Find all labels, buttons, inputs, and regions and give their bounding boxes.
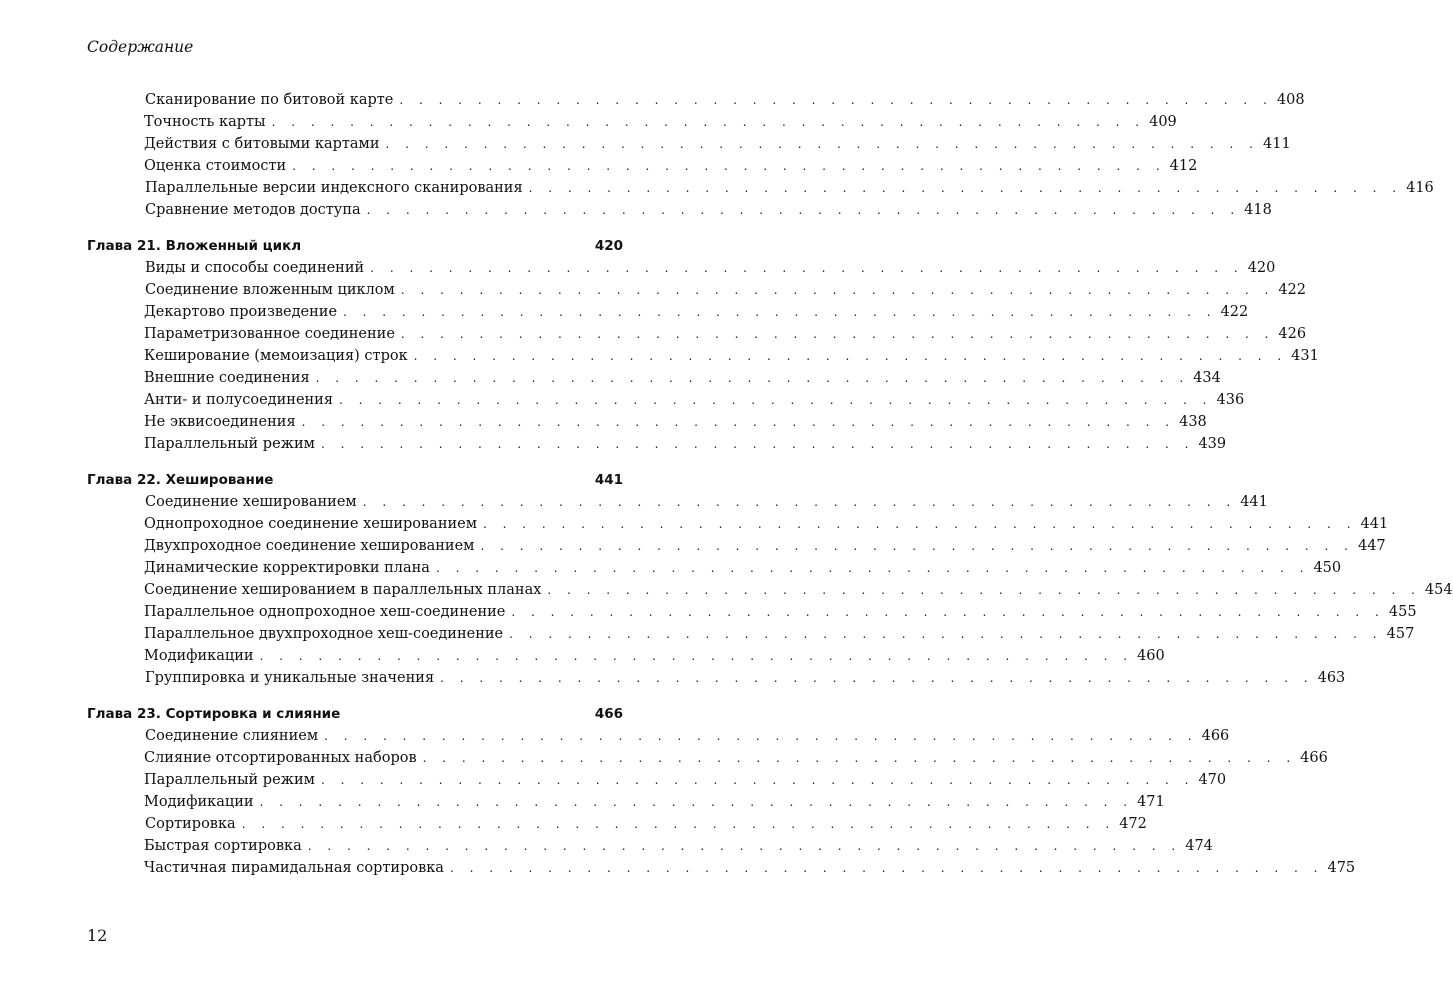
entry-page: 463	[1314, 667, 1346, 689]
toc-entry[interactable]	[87, 513, 1389, 535]
entry-page: 475	[1323, 857, 1355, 879]
toc-entry[interactable]	[87, 535, 1386, 557]
toc-entry[interactable]	[87, 433, 1227, 455]
entry-title: Двухпроходное соединение хешированием	[87, 535, 474, 557]
entry-page: 447	[1354, 535, 1386, 557]
entry-page: 471	[1133, 791, 1165, 813]
dot-leader: . . . . . . . . . . . . . . . . . . . . . . . . . . . . . . . . . . . . . . . . . . . . .	[259, 795, 1134, 809]
toc-entry[interactable]	[87, 367, 1221, 389]
entry-title: Кеширование (мемоизация) строк	[87, 345, 408, 367]
toc-entry[interactable]	[87, 645, 1165, 667]
chapter-page: 466	[594, 706, 623, 722]
entry-title: Параллельное двухпроходное хеш-соединение	[87, 623, 503, 645]
dot-leader: . . . . . . . . . . . . . . . . . . . . . . . . . . . . . . . . . . . . . . . . . . . . .	[483, 517, 1357, 531]
entry-page: 470	[1194, 769, 1226, 791]
entry-page: 450	[1309, 557, 1341, 579]
dot-leader: . . . . . . . . . . . . . . . . . . . . . . . . . . . . . . . . . . . . . . . . . . . . .	[366, 203, 1241, 217]
entry-page: 457	[1383, 623, 1415, 645]
entry-page: 418	[1240, 199, 1272, 221]
entry-page: 420	[1244, 257, 1276, 279]
toc-entry[interactable]	[87, 579, 1453, 601]
dot-leader: . . . . . . . . . . . . . . . . . . . . . . . . . . . . . . . . . . . . . . . . . . . . .	[400, 327, 1275, 341]
dot-leader: . . . . . . . . . . . . . . . . . . . . . . . . . . . . . . . . . . . . . . . . . . . . .	[385, 137, 1259, 151]
entry-title: Динамические корректировки плана	[87, 557, 430, 579]
entry-title: Модификации	[87, 645, 254, 667]
entry-page: 472	[1115, 813, 1147, 835]
entry-title: Параллельное однопроходное хеш-соединение	[87, 601, 505, 623]
entry-title: Слияние отсортированных наборов	[87, 747, 417, 769]
entry-page: 441	[1357, 513, 1389, 535]
dot-leader: . . . . . . . . . . . . . . . . . . . . . . . . . . . . . . . . . . . . . . . . . . . . .	[413, 349, 1288, 363]
entry-title: Соединение хешированием	[87, 491, 357, 513]
entry-title: Модификации	[87, 791, 254, 813]
entry-title: Однопроходное соединение хешированием	[87, 513, 477, 535]
entry-page: 416	[1402, 177, 1434, 199]
dot-leader: . . . . . . . . . . . . . . . . . . . . . . . . . . . . . . . . . . . . . . . . . . . . .	[511, 605, 1385, 619]
toc-entry[interactable]	[87, 791, 1165, 813]
entry-page: 411	[1259, 133, 1291, 155]
toc-entry[interactable]	[87, 623, 1415, 645]
entry-title: Соединение слиянием	[87, 725, 318, 747]
entry-page: 454	[1421, 579, 1453, 601]
dot-leader: . . . . . . . . . . . . . . . . . . . . . . . . . . . . . . . . . . . . . . . . . . . . .	[399, 93, 1273, 107]
toc-entry[interactable]	[87, 199, 1272, 221]
toc-entry[interactable]	[87, 323, 1307, 345]
chapter-page: 420	[594, 238, 623, 254]
dot-leader: . . . . . . . . . . . . . . . . . . . . . . . . . . . . . . . . . . . . . . . . . . . . .	[480, 539, 1354, 553]
entry-page: 431	[1287, 345, 1319, 367]
chapter-heading[interactable]	[87, 469, 623, 491]
dot-leader: . . . . . . . . . . . . . . . . . . . . . . . . . . . . . . . . . . . . . . . . . . . . .	[292, 159, 1166, 173]
dot-leader: . . . . . . . . . . . . . . . . . . . . . . . . . . . . . . . . . . . . . . . . . . . . .	[547, 583, 1421, 597]
toc-entry[interactable]	[87, 857, 1356, 879]
entry-title: Быстрая сортировка	[87, 835, 302, 857]
entry-title: Параллельные версии индексного сканирования	[87, 177, 523, 199]
dot-leader: . . . . . . . . . . . . . . . . . . . . . . . . . . . . . . . . . . . . . . . . . . . . .	[343, 305, 1217, 319]
entry-page: 426	[1274, 323, 1306, 345]
toc-entry[interactable]	[87, 747, 1328, 769]
dot-leader: . . . . . . . . . . . . . . . . . . . . . . . . . . . . . . . . . . . . . . . . . . . . .	[362, 495, 1237, 509]
toc-entry[interactable]	[87, 667, 1346, 689]
running-header: Содержание	[87, 38, 194, 56]
toc-entry[interactable]	[87, 389, 1245, 411]
entry-title: Соединение вложенным циклом	[87, 279, 395, 301]
dot-leader: . . . . . . . . . . . . . . . . . . . . . . . . . . . . . . . . . . . . . . . . . . . . .	[509, 627, 1383, 641]
entry-title: Сортировка	[87, 813, 236, 835]
toc-entry[interactable]	[87, 813, 1147, 835]
dot-leader: . . . . . . . . . . . . . . . . . . . . . . . . . . . . . . . . . . . . . . . . . . . . .	[320, 773, 1195, 787]
entry-title: Действия с битовыми картами	[87, 133, 380, 155]
entry-title: Оценка стоимости	[87, 155, 286, 177]
entry-page: 455	[1385, 601, 1417, 623]
dot-leader: . . . . . . . . . . . . . . . . . . . . . . . . . . . . . . . . . . . . . . . . . . . . .	[435, 561, 1310, 575]
dot-leader: . . . . . . . . . . . . . . . . . . . . . . . . . . . . . . . . . . . . . . . . . . . . .	[301, 415, 1176, 429]
chapter-title: Глава 21. Вложенный цикл	[87, 238, 302, 254]
entry-page: 422	[1217, 301, 1249, 323]
chapter-heading[interactable]	[87, 235, 623, 257]
dot-leader: . . . . . . . . . . . . . . . . . . . . . . . . . . . . . . . . . . . . . . . . . . . . .	[528, 181, 1403, 195]
entry-page: 474	[1181, 835, 1213, 857]
entry-title: Параллельный режим	[87, 433, 315, 455]
entry-title: Соединение хешированием в параллельных планах	[87, 579, 541, 601]
toc-entry[interactable]	[87, 345, 1319, 367]
entry-page: 460	[1133, 645, 1165, 667]
entry-title: Сравнение методов доступа	[87, 199, 361, 221]
entry-page: 422	[1274, 279, 1306, 301]
dot-leader: . . . . . . . . . . . . . . . . . . . . . . . . . . . . . . . . . . . . . . . . . . . . .	[400, 283, 1275, 297]
toc-entry[interactable]	[87, 301, 1249, 323]
entry-page: 466	[1198, 725, 1230, 747]
dot-leader: . . . . . . . . . . . . . . . . . . . . . . . . . . . . . . . . . . . . . . . . . . . . .	[307, 839, 1182, 853]
dot-leader: . . . . . . . . . . . . . . . . . . . . . . . . . . . . . . . . . . . . . . . . . . . . .	[422, 751, 1297, 765]
toc-entry[interactable]	[87, 491, 1268, 513]
toc-entry[interactable]	[87, 257, 1276, 279]
entry-page: 409	[1145, 111, 1177, 133]
entry-title: Не эквисоединения	[87, 411, 296, 433]
chapter-title: Глава 23. Сортировка и слияние	[87, 706, 341, 722]
toc-entry[interactable]	[87, 835, 1213, 857]
dot-leader: . . . . . . . . . . . . . . . . . . . . . . . . . . . . . . . . . . . . . . . . . . . . .	[370, 261, 1244, 275]
toc-entry[interactable]	[87, 279, 1307, 301]
entry-page: 408	[1273, 89, 1305, 111]
entry-page: 412	[1166, 155, 1198, 177]
table-of-contents	[87, 89, 1453, 879]
entry-page: 436	[1213, 389, 1245, 411]
entry-title: Виды и способы соединений	[87, 257, 364, 279]
entry-page: 439	[1194, 433, 1226, 455]
entry-page: 466	[1296, 747, 1328, 769]
entry-title: Анти- и полусоединения	[87, 389, 333, 411]
entry-title: Частичная пирамидальная сортировка	[87, 857, 444, 879]
dot-leader: . . . . . . . . . . . . . . . . . . . . . . . . . . . . . . . . . . . . . . . . . . . . .	[440, 671, 1314, 685]
chapter-heading[interactable]	[87, 703, 623, 725]
dot-leader: . . . . . . . . . . . . . . . . . . . . . . . . . . . . . . . . . . . . . . . . . . . . .	[320, 437, 1195, 451]
toc-entry[interactable]	[87, 769, 1227, 791]
page-number: 12	[87, 926, 108, 945]
toc-entry[interactable]	[87, 601, 1417, 623]
entry-page: 434	[1189, 367, 1221, 389]
entry-page: 441	[1236, 491, 1268, 513]
dot-leader: . . . . . . . . . . . . . . . . . . . . . . . . . . . . . . . . . . . . . . . . . . . . .	[324, 729, 1198, 743]
entry-title: Группировка и уникальные значения	[87, 667, 434, 689]
toc-entry[interactable]	[87, 177, 1434, 199]
entry-title: Сканирование по битовой карте	[87, 89, 393, 111]
dot-leader: . . . . . . . . . . . . . . . . . . . . . . . . . . . . . . . . . . . . . . . . . . . . .	[271, 115, 1146, 129]
dot-leader: . . . . . . . . . . . . . . . . . . . . . . . . . . . . . . . . . . . . . . . . . . . . .	[259, 649, 1134, 663]
entry-title: Точность карты	[87, 111, 266, 133]
dot-leader: . . . . . . . . . . . . . . . . . . . . . . . . . . . . . . . . . . . . . . . . . . . . .	[449, 861, 1324, 875]
entry-title: Внешние соединения	[87, 367, 310, 389]
toc-entry[interactable]	[87, 89, 1305, 111]
toc-entry[interactable]	[87, 557, 1342, 579]
toc-entry[interactable]	[87, 411, 1207, 433]
entry-title: Параметризованное соединение	[87, 323, 395, 345]
dot-leader: . . . . . . . . . . . . . . . . . . . . . . . . . . . . . . . . . . . . . . . . . . . . .	[339, 393, 1213, 407]
dot-leader: . . . . . . . . . . . . . . . . . . . . . . . . . . . . . . . . . . . . . . . . . . . . .	[241, 817, 1116, 831]
entry-title: Декартово произведение	[87, 301, 337, 323]
toc-entry[interactable]	[87, 155, 1198, 177]
dot-leader: . . . . . . . . . . . . . . . . . . . . . . . . . . . . . . . . . . . . . . . . . . . . .	[315, 371, 1190, 385]
toc-entry[interactable]	[87, 133, 1291, 155]
entry-title: Параллельный режим	[87, 769, 315, 791]
toc-entry[interactable]	[87, 111, 1177, 133]
chapter-title: Глава 22. Хеширование	[87, 472, 274, 488]
toc-entry[interactable]	[87, 725, 1230, 747]
chapter-page: 441	[594, 472, 623, 488]
entry-page: 438	[1175, 411, 1207, 433]
